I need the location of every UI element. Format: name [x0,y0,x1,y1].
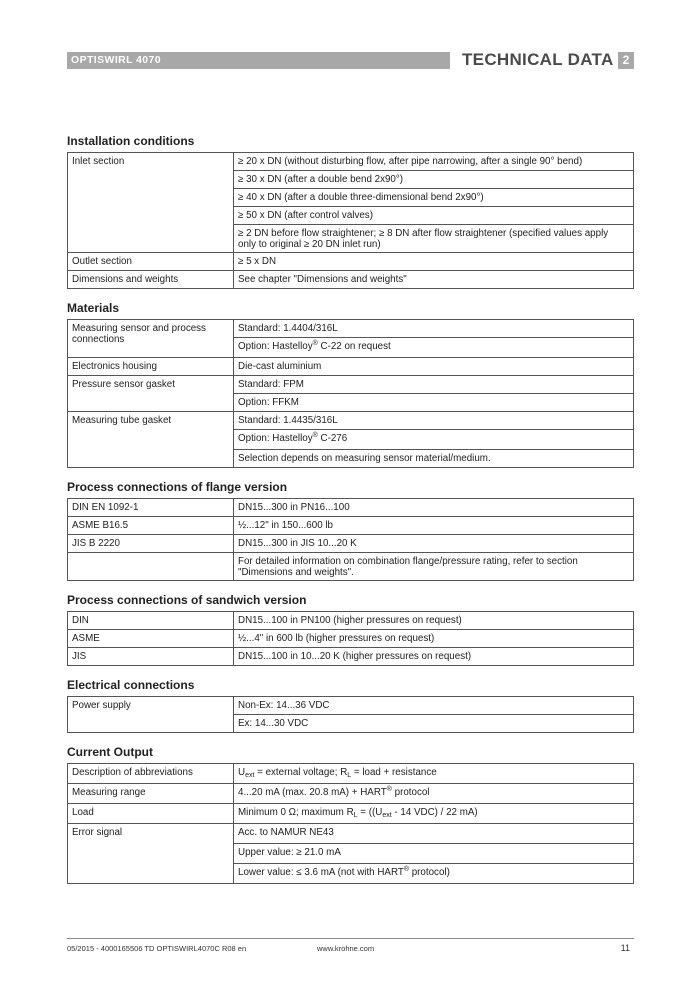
sensor-standard: Standard: 1.4404/316L [234,320,634,338]
table-row [68,320,634,338]
subscript: ext [382,812,392,819]
electrical-table [67,696,634,733]
table-row [68,358,634,376]
sandwich-table [67,611,634,666]
sensor-option-text: C-22 on request [317,341,391,352]
table-row [68,376,634,394]
power-value: Ex: 14...30 VDC [234,715,634,733]
tube-option-text: C-276 [317,433,348,444]
flange-table [67,498,634,581]
flange-value: For detailed information on combination flange/pressure rating, refer to section "Dimensions and weights". [234,553,634,581]
flange-section [67,480,634,581]
abbr-value [234,764,634,784]
table-row [68,271,634,289]
registered-mark: ® [386,786,392,793]
chapter-badge: 2 [618,52,634,69]
outlet-label: Outlet section [68,253,234,271]
flange-label: ASME B16.5 [68,517,234,535]
registered-mark: ® [312,340,318,347]
table-row [68,412,634,430]
table-row [68,553,634,581]
load-text: Minimum 0 Ω; maximum R [238,807,354,818]
sandwich-label: DIN [68,612,234,630]
registered-mark: ® [403,866,409,873]
tube-standard: Standard: 1.4435/316L [234,412,634,430]
error-value: Acc. to NAMUR NE43 [234,824,634,844]
table-row [68,824,634,844]
page-header [67,52,634,69]
materials-table [67,319,634,468]
error-text: protocol) [409,867,450,878]
tube-option [234,430,634,450]
table-row [68,804,634,824]
inlet-value: ≥ 40 x DN (after a double three-dimensional bend 2x90°) [234,189,634,207]
power-value: Non-Ex: 14...36 VDC [234,697,634,715]
table-row [68,535,634,553]
electrical-title: Electrical connections [67,678,195,692]
load-text: - 14 VDC) / 22 mA) [391,807,478,818]
section-title: TECHNICAL DATA [462,50,614,69]
inlet-value: ≥ 20 x DN (without disturbing flow, after pipe narrowing, after a single 90° bend) [234,153,634,171]
error-value: Upper value: ≥ 21.0 mA [234,844,634,864]
gasket-label: Pressure sensor gasket [68,376,234,412]
flange-value: ½...12" in 150...600 lb [234,517,634,535]
load-text: = ((U [357,807,383,818]
website-link[interactable]: www.krohne.com [317,944,375,953]
table-row [68,630,634,648]
abbr-text: U [238,767,246,778]
table-row [68,648,634,666]
tube-note: Selection depends on measuring sensor material/medium. [234,450,634,468]
current-title: Current Output [67,745,153,759]
subscript: L [347,772,352,779]
range-label: Measuring range [68,784,234,804]
flange-value: DN15...300 in PN16...100 [234,499,634,517]
document-reference: 05/2015 - 4000165506 TD OPTISWIRL4070C R08 en [67,944,247,953]
sensor-option-text: Option: Hastelloy [238,341,313,352]
installation-table [67,152,634,289]
product-name: OPTISWIRL 4070 [71,54,162,66]
gasket-standard: Standard: FPM [234,376,634,394]
table-row [68,153,634,171]
range-text: protocol [391,787,430,798]
page-footer [67,938,634,958]
range-value [234,784,634,804]
error-label: Error signal [68,824,234,884]
subscript: L [353,812,358,819]
flange-label [68,553,234,581]
table-row [68,764,634,784]
housing-label: Electronics housing [68,358,234,376]
inlet-value: ≥ 2 DN before flow straightener; ≥ 8 DN after flow straightener (specified values apply only to original ≥ 20 DN inlet run) [234,225,634,253]
error-text: Lower value: ≤ 3.6 mA (not with HART [238,867,404,878]
installation-title: Installation conditions [67,134,195,148]
power-label: Power supply [68,697,234,733]
table-row [68,784,634,804]
sandwich-section [67,593,634,666]
page-number: 11 [620,943,630,953]
materials-section [67,301,634,468]
housing-value: Die-cast aluminium [234,358,634,376]
abbr-text: = load + resistance [351,767,437,778]
sandwich-label: JIS [68,648,234,666]
sandwich-value: DN15...100 in PN100 (higher pressures on request) [234,612,634,630]
registered-mark: ® [312,432,318,439]
sandwich-title: Process connections of sandwich version [67,593,307,607]
tube-label: Measuring tube gasket [68,412,234,468]
table-row [68,253,634,271]
abbr-text: = external voltage; R [254,767,348,778]
flange-value: DN15...300 in JIS 10...20 K [234,535,634,553]
abbr-label: Description of abbreviations [68,764,234,784]
inlet-value: ≥ 30 x DN (after a double bend 2x90°) [234,171,634,189]
current-output-section [67,745,634,884]
sensor-label: Measuring sensor and process connections [68,320,234,358]
table-row [68,612,634,630]
header-bar [67,52,450,69]
tube-option-text: Option: Hastelloy [238,433,313,444]
inlet-value: ≥ 50 x DN (after control valves) [234,207,634,225]
electrical-section [67,678,634,733]
dimensions-label: Dimensions and weights [68,271,234,289]
flange-label: DIN EN 1092-1 [68,499,234,517]
table-row [68,499,634,517]
sensor-option [234,338,634,358]
installation-section [67,134,634,289]
flange-label: JIS B 2220 [68,535,234,553]
subscript: ext [245,772,255,779]
inlet-label: Inlet section [68,153,234,253]
range-text: 4...20 mA (max. 20.8 mA) + HART [238,787,387,798]
current-table [67,763,634,884]
materials-title: Materials [67,301,120,315]
sandwich-value: ½...4" in 600 lb (higher pressures on request) [234,630,634,648]
error-value [234,864,634,884]
gasket-option: Option: FFKM [234,394,634,412]
load-label: Load [68,804,234,824]
outlet-value: ≥ 5 x DN [234,253,634,271]
document-content [67,134,634,896]
sandwich-value: DN15...100 in 10...20 K (higher pressures on request) [234,648,634,666]
sandwich-label: ASME [68,630,234,648]
table-row [68,517,634,535]
load-value [234,804,634,824]
dimensions-value: See chapter "Dimensions and weights" [234,271,634,289]
table-row [68,697,634,715]
flange-title: Process connections of flange version [67,480,288,494]
